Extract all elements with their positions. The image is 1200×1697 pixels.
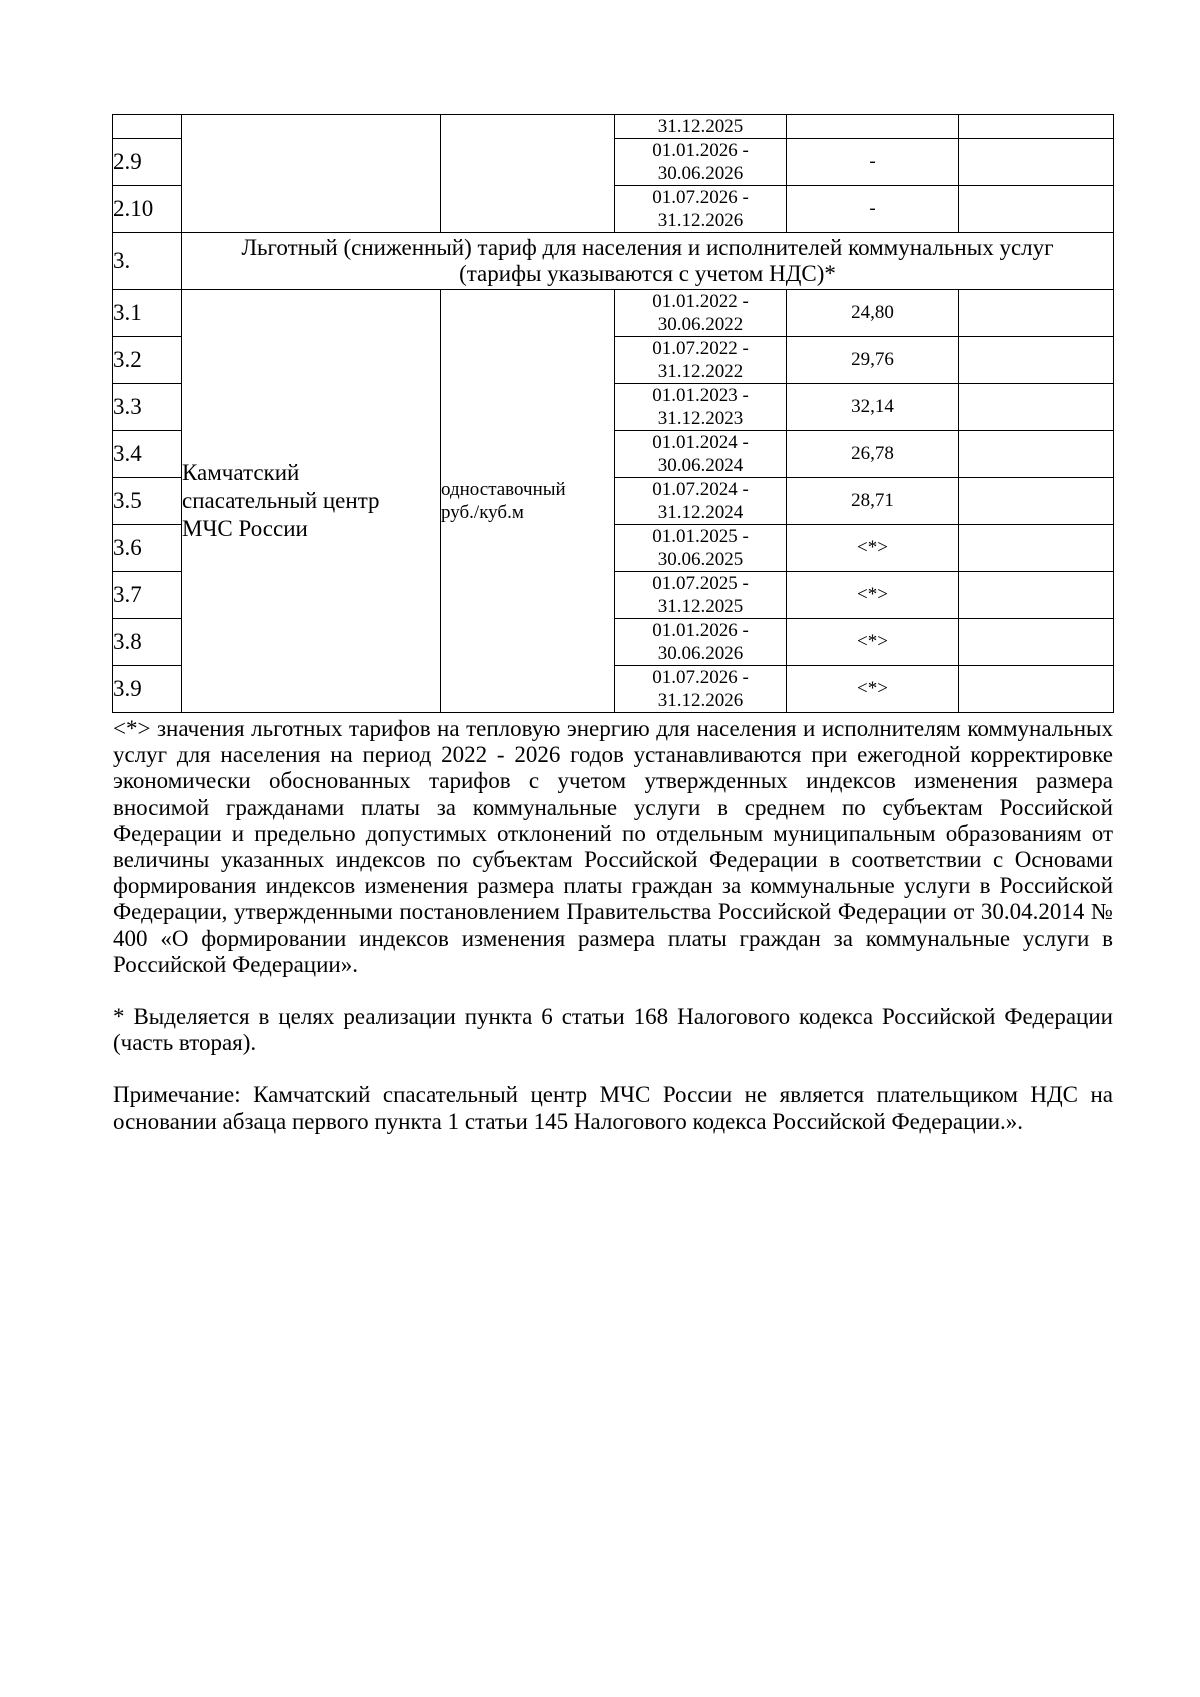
type-cell-empty <box>441 115 615 233</box>
table-row <box>113 115 1114 139</box>
org-line: Камчатский <box>182 460 300 485</box>
period-from: 01.07.2024 - <box>652 479 749 500</box>
period-cell <box>615 290 787 337</box>
period-cell <box>615 619 787 666</box>
period-from: 01.07.2026 - <box>652 187 749 208</box>
section-title-line: Льготный (сниженный) тариф для населения и исполнителей коммунальных услуг <box>241 235 1054 260</box>
period-to: 30.06.2024 <box>657 455 744 476</box>
value-cell: <*> <box>787 619 959 666</box>
value-cell: <*> <box>787 666 959 713</box>
footnote-star: * Выделяется в целях реализации пункта 6 статьи 168 Налогового кодекса Российской Федерации (часть вторая). <box>113 1004 1113 1056</box>
value-cell: - <box>787 139 959 186</box>
period-to: 31.12.2026 <box>657 210 744 231</box>
extra-cell <box>959 666 1114 713</box>
section-title-line: (тарифы указываются с учетом НДС)* <box>459 261 836 286</box>
period-cell <box>615 478 787 525</box>
period-cell <box>615 384 787 431</box>
row-number: 3.6 <box>113 525 182 572</box>
period-from: 01.01.2023 - <box>652 385 749 406</box>
row-number: 3.5 <box>113 478 182 525</box>
table-row <box>113 290 1114 337</box>
row-number: 3.9 <box>113 666 182 713</box>
row-number: 3.1 <box>113 290 182 337</box>
value-cell: 24,80 <box>787 290 959 337</box>
row-number: 3.3 <box>113 384 182 431</box>
footnote-angle-star: <*> значения льготных тарифов на тепловую энергию для населения и исполнителям коммунальных услуг для населения на период 2022 - 2026 годов устанавливаются при ежегодной корректировке экономически обоснованных тарифов с учетом утвержденных индексов изменения размера вносимой гражданами платы за коммунальные услуги в среднем по субъектам Российской Федерации и предельно допустимых отклонений по отдельным муниципальным образованиям от величины указанных индексов по субъектам Российской Федерации в соответствии с Основами формирования индексов изменения размера платы граждан за коммунальные услуги в Российской Федерации, утвержденными постановлением Правительства Российской Федерации от 30.04.2014 № 400 «О формировании индексов изменения размера платы граждан за коммунальные услуги в Российской Федерации». <box>113 716 1113 977</box>
row-number: 2.9 <box>113 139 182 186</box>
extra-cell <box>959 290 1114 337</box>
extra-cell <box>959 337 1114 384</box>
organization-cell <box>182 290 441 713</box>
period-from: 01.01.2026 - <box>652 140 749 161</box>
extra-cell <box>959 431 1114 478</box>
section-header-row <box>113 233 1114 290</box>
extra-cell <box>959 525 1114 572</box>
extra-cell <box>959 139 1114 186</box>
row-number: 3.4 <box>113 431 182 478</box>
tariff-type-line: одноставочный <box>441 479 566 500</box>
org-line: МЧС России <box>182 516 308 541</box>
period-to: 30.06.2026 <box>657 163 744 184</box>
extra-cell <box>959 384 1114 431</box>
value-cell: 26,78 <box>787 431 959 478</box>
section-title <box>182 233 1114 290</box>
period-to: 31.12.2023 <box>657 408 744 429</box>
tariff-type-line: руб./куб.м <box>441 502 524 523</box>
value-cell: 28,71 <box>787 478 959 525</box>
period-cell <box>615 666 787 713</box>
period-from: 01.01.2024 - <box>652 432 749 453</box>
period-cell <box>615 337 787 384</box>
remark: Примечание: Камчатский спасательный центр МЧС России не является плательщиком НДС на основании абзаца первого пункта 1 статьи 145 Налогового кодекса Российской Федерации.». <box>113 1082 1113 1134</box>
section-number: 3. <box>113 233 182 290</box>
period-to: 31.12.2025 <box>657 596 744 617</box>
row-number: 3.7 <box>113 572 182 619</box>
period-from: 01.01.2026 - <box>652 620 749 641</box>
period-cell <box>615 139 787 186</box>
period-to: 31.12.2026 <box>657 690 744 711</box>
period-to: 30.06.2025 <box>657 549 744 570</box>
period-from: 01.07.2022 - <box>652 338 749 359</box>
tariff-type-cell <box>441 290 615 713</box>
org-line: спасательный центр <box>182 488 380 513</box>
period-from: 01.01.2025 - <box>652 526 749 547</box>
period-cell <box>615 186 787 233</box>
extra-cell <box>959 186 1114 233</box>
period-to: 30.06.2022 <box>657 314 744 335</box>
period-from: 01.07.2026 - <box>652 667 749 688</box>
row-number <box>113 115 182 139</box>
value-cell: <*> <box>787 525 959 572</box>
period-to: 31.12.2022 <box>657 361 744 382</box>
value-cell: <*> <box>787 572 959 619</box>
row-number: 3.8 <box>113 619 182 666</box>
row-number: 2.10 <box>113 186 182 233</box>
period-cell <box>615 115 787 139</box>
period-cell <box>615 431 787 478</box>
row-number: 3.2 <box>113 337 182 384</box>
value-cell: - <box>787 186 959 233</box>
period-cell <box>615 525 787 572</box>
extra-cell <box>959 572 1114 619</box>
period-to: 31.12.2025 <box>657 116 744 137</box>
extra-cell <box>959 478 1114 525</box>
period-cell <box>615 572 787 619</box>
period-from: 01.07.2025 - <box>652 573 749 594</box>
extra-cell <box>959 619 1114 666</box>
extra-cell <box>959 115 1114 139</box>
period-to: 31.12.2024 <box>657 502 744 523</box>
period-from: 01.01.2022 - <box>652 291 749 312</box>
notes-block <box>113 716 1113 1135</box>
value-cell: 29,76 <box>787 337 959 384</box>
org-cell-empty <box>182 115 441 233</box>
tariff-table <box>112 114 1114 713</box>
value-cell: 32,14 <box>787 384 959 431</box>
period-to: 30.06.2026 <box>657 643 744 664</box>
value-cell <box>787 115 959 139</box>
